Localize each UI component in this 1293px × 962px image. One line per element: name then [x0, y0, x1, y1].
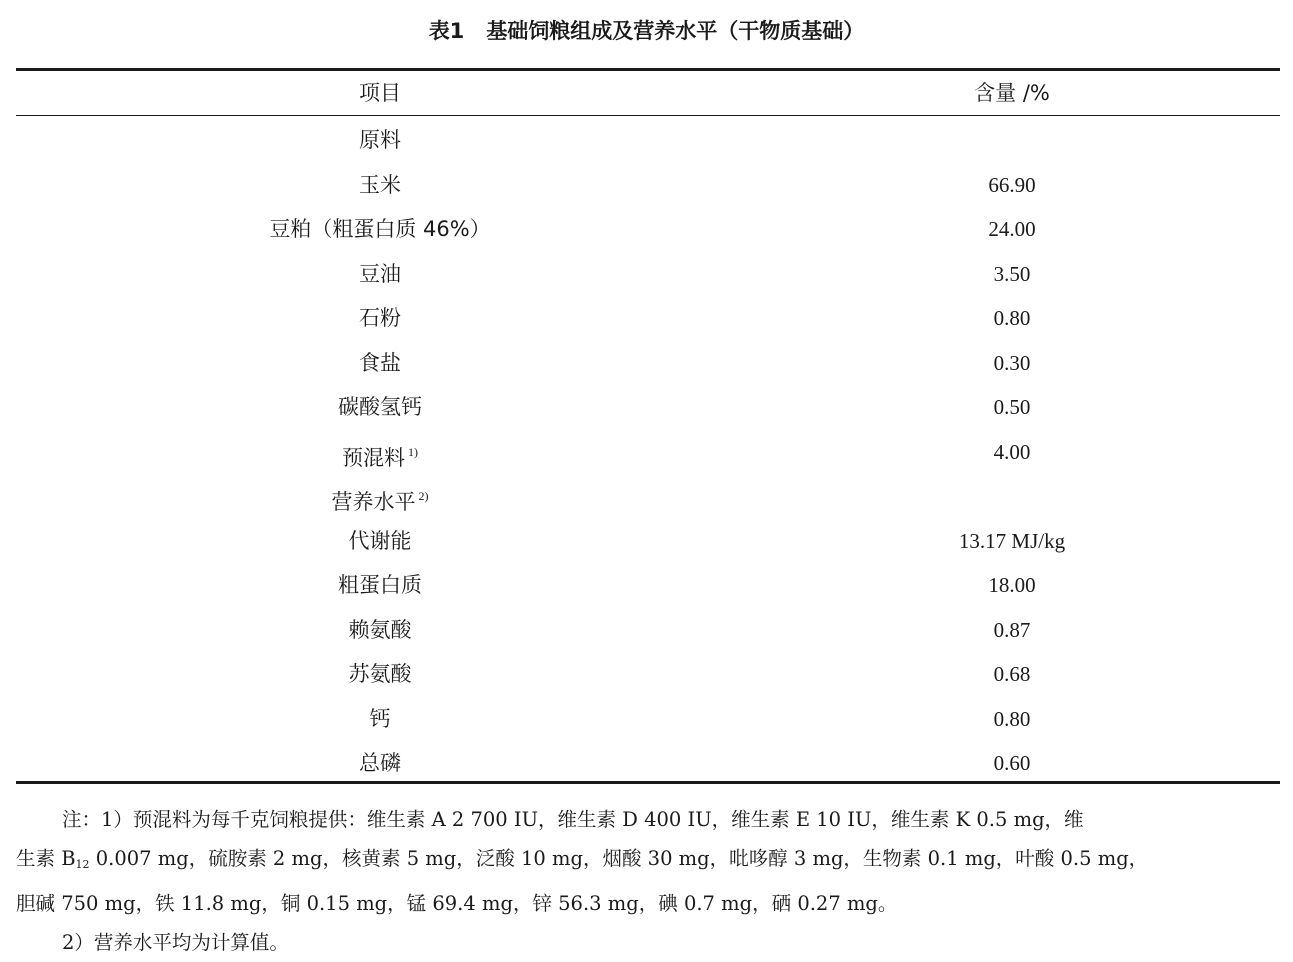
note-1-line-1: 注：1）预混料为每千克饲粮提供：维生素 A 2 700 IU，维生素 D 400 IU，维生素 E 10 IU，维生素 K 0.5 mg，维 [62, 808, 1084, 831]
row-item: 食盐 [359, 350, 401, 375]
table-row [16, 163, 1280, 208]
table-row [16, 519, 1280, 564]
row-value: 0.87 [993, 617, 1031, 642]
table-row [16, 207, 1280, 252]
row-value: 13.17 MJ/kg [958, 528, 1066, 553]
row-value: 0.80 [993, 306, 1031, 330]
table-row [16, 430, 1280, 475]
table-row [16, 385, 1280, 430]
top-rule [16, 68, 1280, 71]
header-rule [16, 115, 1280, 116]
table-row [16, 652, 1280, 697]
row-item: 玉米 [359, 172, 401, 197]
row-item: 总磷 [359, 751, 401, 775]
table-notes [16, 800, 1280, 962]
row-item: 营养水平 $^{2)}$ [331, 489, 429, 514]
table-label: 表1 [428, 19, 465, 43]
row-item: 苏氨酸 [348, 662, 412, 686]
table-row [16, 118, 1280, 163]
row-value: 3.50 [993, 261, 1031, 286]
table-row [16, 608, 1280, 653]
row-value: 66.90 [988, 172, 1036, 197]
note-1-line-3: 胆碱 750 mg，铁 11.8 mg，铜 0.15 mg，锰 69.4 mg，锌 56.3 mg，碘 0.7 mg，硒 0.27 mg。 [16, 892, 898, 915]
row-item: 原料 [359, 128, 401, 152]
header-item: 项目 [359, 81, 401, 105]
table-header [16, 76, 1280, 110]
row-value: 4.00 [993, 439, 1031, 464]
row-item: 豆粕（粗蛋白质 46%） [269, 217, 491, 241]
bottom-rule [16, 781, 1280, 784]
row-item: 钙 [369, 706, 391, 731]
table-title-text: 基础饲粮组成及营养水平（干物质基础） [486, 19, 865, 43]
row-item: 赖氨酸 [348, 617, 412, 642]
row-value: 0.68 [993, 662, 1031, 686]
row-item: 豆油 [359, 261, 401, 286]
table-body [16, 118, 1280, 786]
table-row [16, 474, 1280, 519]
note-2: 2）营养水平均为计算值。 [62, 931, 289, 954]
table-row [16, 741, 1280, 786]
table-row [16, 341, 1280, 386]
table-row [16, 563, 1280, 608]
table-row [16, 697, 1280, 742]
table-title [0, 16, 1293, 46]
footnote-mark: 2) [418, 489, 429, 503]
row-value: 0.60 [993, 751, 1031, 775]
table-row [16, 252, 1280, 297]
row-item: 预混料 $^{1)}$ [342, 444, 418, 470]
note-1-line-2: 生素 $B_{12}$ 0.007 mg，硫胺素 2 mg，核黄素 5 mg，泛酸 10 mg，烟酸 30 mg，吡哆醇 3 mg，生物素 0.1 mg，叶酸 0.5 mg， [16, 847, 1149, 871]
row-item: 粗蛋白质 [338, 573, 422, 597]
row-item: 代谢能 [348, 528, 412, 553]
row-item: 碳酸氢钙 [338, 395, 422, 419]
footnote-mark: 1) [408, 444, 418, 459]
table-row [16, 296, 1280, 341]
row-value: 0.30 [993, 350, 1031, 375]
row-value: 18.00 [988, 573, 1036, 597]
row-value: 24.00 [988, 217, 1036, 241]
row-value: 0.80 [993, 706, 1031, 731]
header-value: 含量 /% [974, 81, 1050, 105]
row-item: 石粉 [359, 306, 401, 330]
row-value: 0.50 [993, 395, 1031, 419]
